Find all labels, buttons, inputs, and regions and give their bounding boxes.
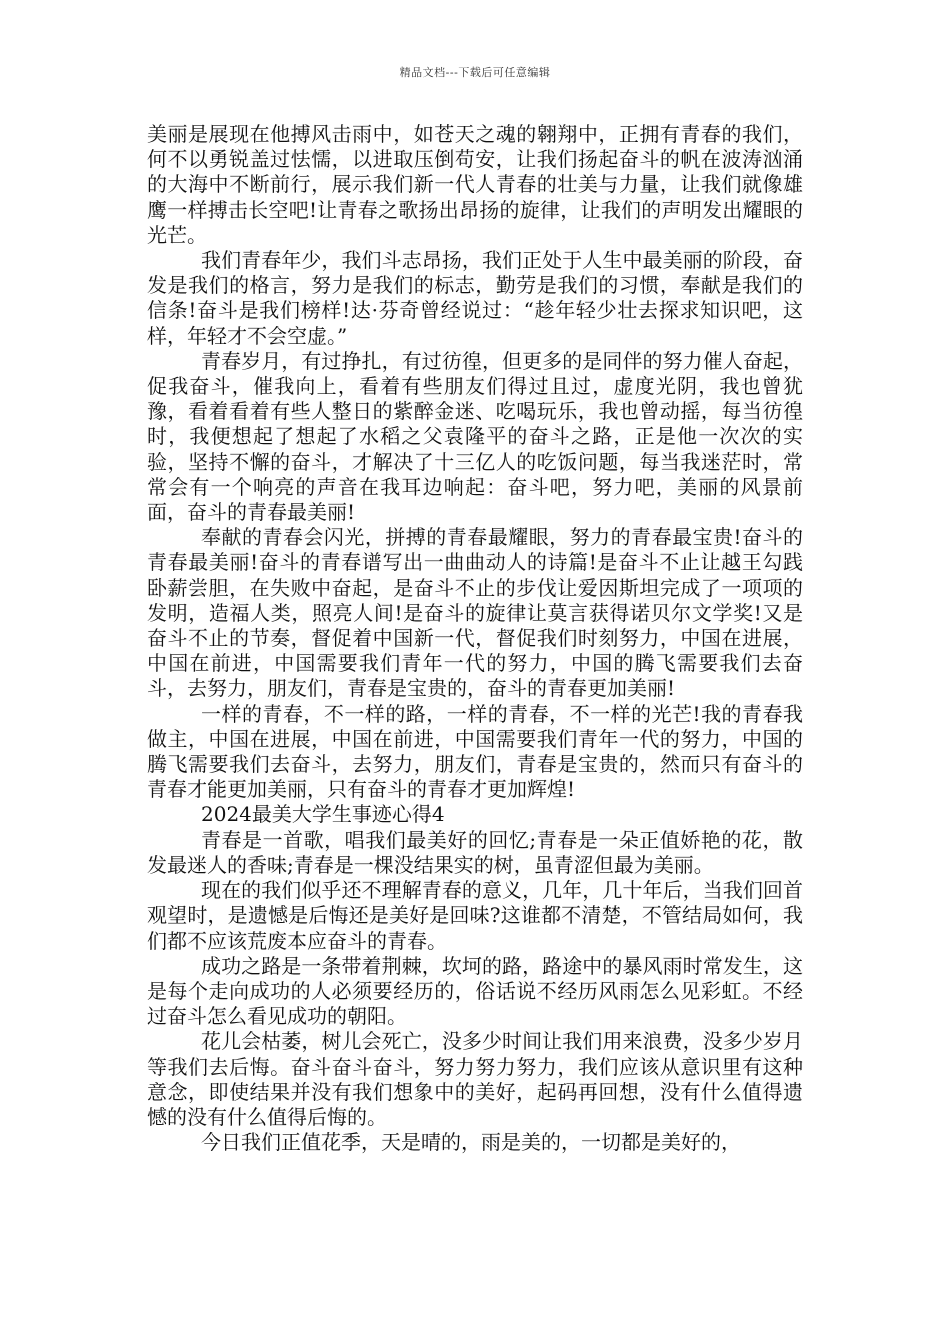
paragraph: 美丽是展现在他搏风击雨中，如苍天之魂的翱翔中，正拥有青春的我们，何不以勇锐盖过怯懦，以进取压倒苟安，让我们扬起奋斗的帆在波涛汹涌的大海中不断前行，展示我们新一代人青春的壮美与力量，让我们就像雄鹰一样搏击长空吧!让青春之歌扬出昂扬的旋律，让我们的声明发出耀眼的光芒。 [147, 122, 803, 247]
paragraph: 我们青春年少，我们斗志昂扬，我们正处于人生中最美丽的阶段，奋发是我们的格言，努力是我们的标志，勤劳是我们的习惯，奉献是我们的信条!奋斗是我们榜样!达·芬奇曾经说过：“趁年轻少壮去探求知识吧，这样，年轻才不会空虚。” [147, 248, 803, 348]
paragraph: 一样的青春，不一样的路，一样的青春，不一样的光芒!我的青春我做主，中国在进展，中国在前进，中国需要我们青年一代的努力，中国的腾飞需要我们去奋斗，去努力，朋友们，青春是宝贵的，然而只有奋斗的青春才能更加美丽，只有奋斗的青春才更加辉煌! [147, 701, 803, 802]
paragraph: 青春是一首歌，唱我们最美好的回忆;青春是一朵正值娇艳的花，散发最迷人的香味;青春是一棵没结果实的树，虽青涩但最为美丽。 [147, 827, 803, 877]
page-header: 精品文档---下载后可任意编辑 [399, 66, 551, 79]
paragraph: 成功之路是一条带着荆棘，坎坷的路，路途中的暴风雨时常发生，这是每个走向成功的人必须要经历的，俗话说不经历风雨怎么见彩虹。不经过奋斗怎么看见成功的朝阳。 [147, 953, 803, 1029]
paragraph: 现在的我们似乎还不理解青春的意义，几年，几十年后，当我们回首观望时，是遗憾是后悔还是美好是回味?这谁都不清楚，不管结局如何，我们都不应该荒废本应奋斗的青春。 [147, 878, 803, 953]
paragraph: 花儿会枯萎，树儿会死亡，没多少时间让我们用来浪费，没多少岁月等我们去后悔。奋斗奋斗奋斗，努力努力努力，我们应该从意识里有这种意念，即使结果并没有我们想象中的美好，起码再回想，没有什么值得遗憾的没有什么值得后悔的。 [147, 1029, 803, 1129]
document-body [147, 122, 803, 1155]
paragraph: 今日我们正值花季，天是晴的，雨是美的，一切都是美好的， [201, 1130, 741, 1155]
paragraph: 青春岁月，有过挣扎，有过彷徨，但更多的是同伴的努力催人奋起，促我奋斗，催我向上，看着有些朋友们得过且过，虚度光阴，我也曾犹豫，看着看着有些人整日的紫醉金迷、吃喝玩乐，我也曾动摇，每当彷徨时，我便想起了想起了水稻之父袁隆平的奋斗之路，正是他一次次的实验，坚持不懈的奋斗，才解决了十三亿人的吃饭问题，每当我迷茫时，常常会有一个响亮的声音在我耳边响起：奋斗吧，努力吧，美丽的风景前面，奋斗的青春最美丽! [147, 348, 803, 525]
paragraph: 奉献的青春会闪光，拼搏的青春最耀眼，努力的青春最宝贵!奋斗的青春最美丽!奋斗的青春谱写出一曲曲动人的诗篇!是奋斗不止让越王勾践卧薪尝胆，在失败中奋起，是奋斗不止的步伐让爱因斯坦完成了一项项的发明，造福人类，照亮人间!是奋斗的旋律让莫言获得诺贝尔文学奖!又是奋斗不止的节奏，督促着中国新一代，督促我们时刻努力，中国在进展，中国在前进，中国需要我们青年一代的努力，中国的腾飞需要我们去奋斗，去努力，朋友们，青春是宝贵的，奋斗的青春更加美丽! [147, 525, 803, 701]
section-heading: 2024最美大学生事迹心得4 [201, 802, 445, 827]
